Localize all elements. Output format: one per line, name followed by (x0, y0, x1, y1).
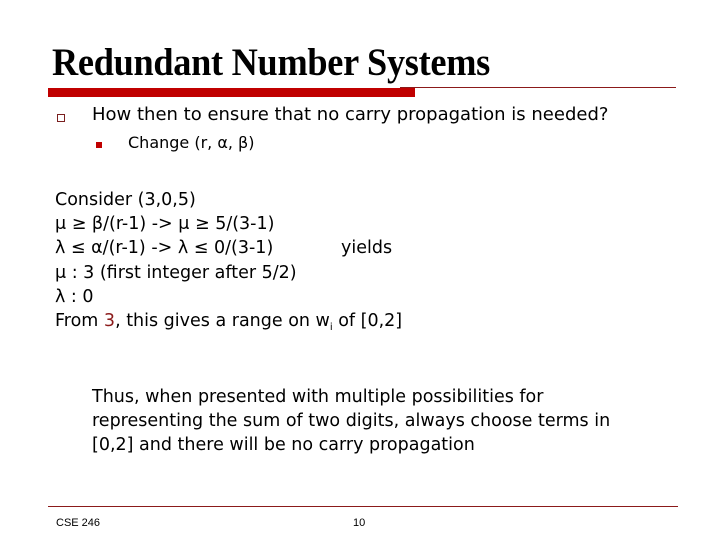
body-line: Consider (3,0,5) (55, 190, 196, 210)
hollow-square-bullet-icon (57, 114, 65, 122)
paragraph-line: [0,2] and there will be no carry propagation (92, 435, 475, 455)
footer-divider (48, 506, 678, 507)
body-line: λ ≤ α/(r-1) -> λ ≤ 0/(3-1) (55, 238, 274, 259)
body-line: λ : 0 (55, 286, 94, 307)
range-suffix: of [0,2] (332, 310, 403, 331)
body-line: μ ≥ β/(r-1) -> μ ≥ 5/(3-1) (55, 214, 275, 235)
range-prefix: From (55, 310, 104, 331)
bullet-level2-text: Change (r, α, β) (128, 133, 255, 152)
range-middle: , this gives a range on w (115, 310, 330, 331)
slide-title: Redundant Number Systems (52, 41, 491, 84)
title-underline-thin (400, 87, 676, 88)
paragraph-line: Thus, when presented with multiple possibilities for (92, 387, 544, 407)
yields-label: yields (341, 238, 393, 259)
range-highlight: 3 (103, 310, 116, 331)
range-line (55, 309, 402, 333)
footer-course: CSE 246 (56, 517, 101, 529)
bullet-level1-text: How then to ensure that no carry propagation is needed? (92, 104, 609, 125)
title-underline-bar (48, 88, 415, 97)
footer-page-number: 10 (353, 517, 366, 529)
filled-square-bullet-icon (96, 142, 102, 148)
conclusion-paragraph (92, 385, 702, 457)
derivation-block (55, 188, 402, 333)
body-line: μ : 3 (first integer after 5/2) (55, 262, 297, 283)
range-subscript: i (329, 321, 333, 333)
body-line-row (55, 236, 402, 260)
paragraph-line: representing the sum of two digits, always choose terms in (92, 411, 611, 431)
